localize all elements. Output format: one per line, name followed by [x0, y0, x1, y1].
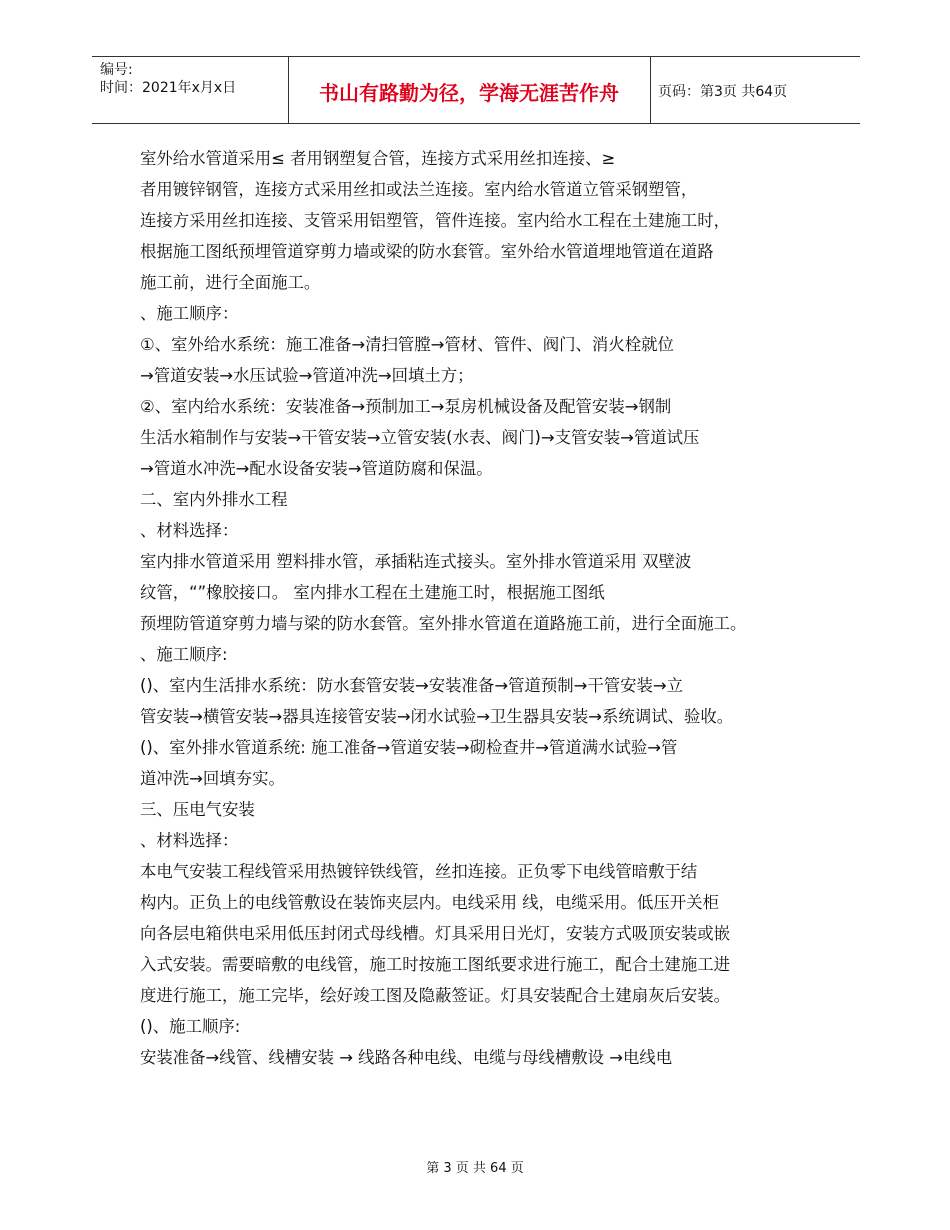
body-text-line: ()、施工顺序: — [140, 1017, 241, 1036]
body-text-line: 室外给水管道采用≤ 者用钢塑复合管，连接方式采用丝扣连接、≥ — [140, 149, 616, 168]
body-text-line: 生活水箱制作与安装→干管安装→立管安装(水表、阀门)→支管安装→管道试压 — [140, 428, 700, 447]
header-meta — [100, 61, 285, 97]
body-text-line: 连接方采用丝扣连接、支管采用铝塑管，管件连接。室内给水工程在土建施工时， — [140, 211, 731, 230]
body-text-line: 、施工顺序: — [140, 645, 228, 664]
body-text-line: 者用镀锌钢管，连接方式采用丝扣或法兰连接。室内给水管道立管采钢塑管， — [140, 180, 698, 199]
document-number-label: 编号: — [100, 62, 133, 78]
body-text-line: →管道安装→水压试验→管道冲洗→回填土方； — [140, 366, 474, 385]
body-text-line: 、施工顺序： — [140, 304, 239, 323]
body-text-line: 施工前，进行全面施工。 — [140, 273, 321, 292]
document-time-label: 时间：2021年x月x日 — [100, 80, 237, 96]
body-text-line: 管安装→横管安装→器具连接管安装→闭水试验→卫生器具安装→系统调试、验收。 — [140, 707, 734, 726]
header-divider — [650, 57, 651, 123]
body-text-line: 二、室内外排水工程 — [140, 490, 288, 509]
body-text-line: 、材料选择： — [140, 521, 239, 540]
body-text-line: 本电气安装工程线管采用热镀锌铁线管，丝扣连接。正负零下电线管暗敷于结 — [140, 862, 698, 881]
page-header — [92, 56, 860, 124]
body-text-line: ()、室外排水管道系统: 施工准备→管道安装→砌检查井→管道满水试验→管 — [140, 738, 678, 757]
body-text-line: 预埋防管道穿剪力墙与梁的防水套管。室外排水管道在道路施工前，进行全面施工。 — [140, 614, 747, 633]
body-text-line: 纹管，“”橡胶接口。 室内排水工程在土建施工时，根据施工图纸 — [140, 583, 605, 602]
body-text-line: 向各层电箱供电采用低压封闭式母线槽。灯具采用日光灯，安装方式吸顶安装或嵌 — [140, 924, 731, 943]
page-footer: 第 3 页 共 64 页 — [426, 1161, 524, 1176]
body-text-line: ②、室内给水系统：安装准备→预制加工→泵房机械设备及配管安装→钢制 — [140, 397, 672, 416]
body-text-line: 入式安装。需要暗敷的电线管，施工时按施工图纸要求进行施工，配合土建施工进 — [140, 955, 731, 974]
body-text-line: 三、压电气安装 — [140, 800, 255, 819]
body-text-line: 构内。正负上的电线管敷设在装饰夹层内。电线采用 线，电缆采用。低压开关柜 — [140, 893, 719, 912]
body-text-line: 安装准备→线管、线槽安装 → 线路各种电线、电缆与母线槽敷设 →电线电 — [140, 1048, 673, 1067]
body-text-line: 、材料选择： — [140, 831, 239, 850]
header-page-info: 页码：第3页 共64页 — [658, 84, 788, 100]
body-text-line: 道冲洗→回填夯实。 — [140, 769, 285, 788]
body-text-line: ①、室外给水系统：施工准备→清扫管膛→管材、管件、阀门、消火栓就位 — [140, 335, 674, 354]
header-motto: 书山有路勤为径，学海无涯苦作舟 — [319, 81, 619, 105]
body-text-line: 度进行施工，施工完毕，绘好竣工图及隐蔽签证。灯具安装配合土建扇灰后安装。 — [140, 986, 731, 1005]
body-text-line: 根据施工图纸预埋管道穿剪力墙或梁的防水套管。室外给水管道埋地管道在道路 — [140, 242, 714, 261]
body-text-line: ()、室内生活排水系统：防水套管安装→安装准备→管道预制→干管安装→立 — [140, 676, 684, 695]
document-body — [140, 143, 820, 1073]
body-text-line: 室内排水管道采用 塑料排水管，承插粘连式接头。室外排水管道采用 双壁波 — [140, 552, 692, 571]
body-text-line: →管道水冲洗→配水设备安装→管道防腐和保温。 — [140, 459, 493, 478]
